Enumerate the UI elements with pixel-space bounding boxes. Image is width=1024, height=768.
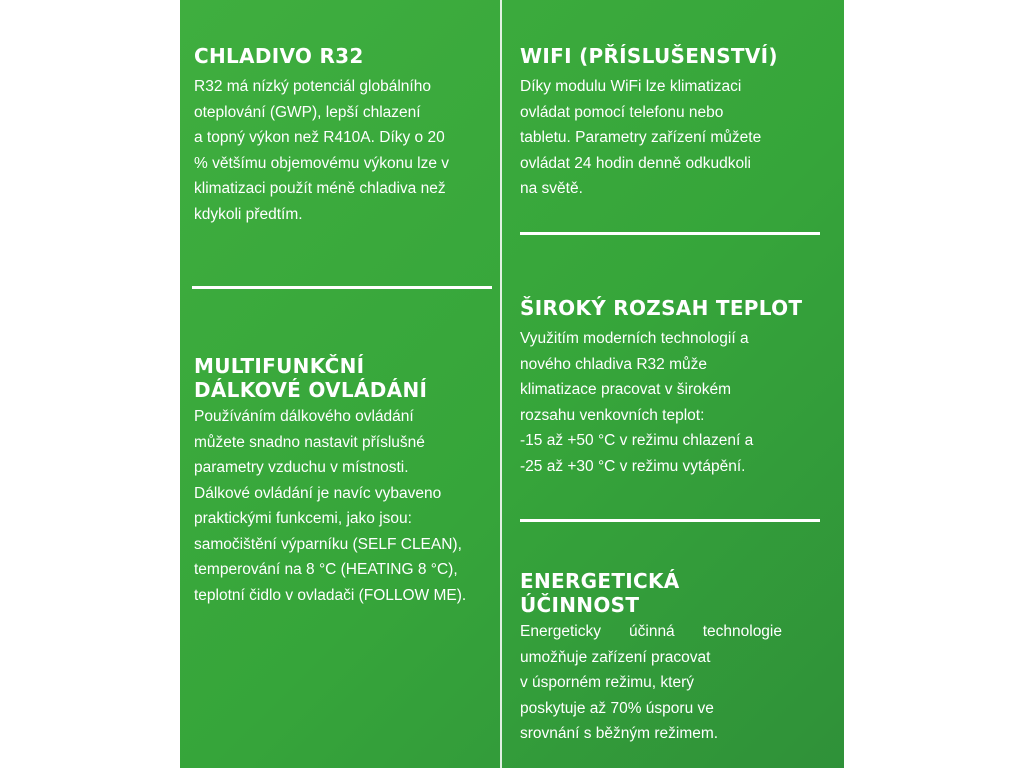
- text-line: umožňuje zařízení pracovat: [520, 648, 711, 666]
- text-line: tabletu. Parametry zařízení můžete: [520, 129, 762, 146]
- text-line: ovládat 24 hodin denně odkudkoli: [520, 154, 751, 172]
- text-line: parametry vzduchu v místnosti.: [194, 459, 409, 476]
- section-title: [194, 354, 466, 402]
- text-line: teplotní čidlo v ovladači (FOLLOW ME).: [194, 586, 467, 604]
- text-line: poskytuje až 70% úsporu ve: [520, 699, 714, 717]
- title-line: ÚČINNOST: [520, 593, 640, 617]
- text-line: klimatizaci použít méně chladiva než: [194, 180, 446, 197]
- text-line: ovládat pomocí telefonu nebo: [520, 103, 724, 121]
- text-line: srovnání s běžným režimem.: [520, 725, 719, 742]
- text-line: a topný výkon než R410A. Díky o 20: [194, 129, 445, 146]
- title-line: MULTIFUNKČNÍ: [194, 354, 365, 378]
- section-remote-control: [194, 354, 466, 608]
- section-text: [194, 74, 449, 227]
- text-line: samočištění výparníku (SELF CLEAN),: [194, 535, 462, 553]
- text-line: praktickými funkcemi, jako jsou:: [194, 510, 412, 527]
- feature-panel: [180, 0, 844, 768]
- text-line: temperování na 8 °C (HEATING 8 °C),: [194, 561, 458, 578]
- text-line: -15 až +50 °C v režimu chlazení a: [520, 432, 754, 449]
- title-line: ENERGETICKÁ: [520, 569, 680, 593]
- text-line: klimatizace pracovat v širokém: [520, 381, 732, 398]
- section-divider: [192, 286, 492, 289]
- section-temperature-range: [520, 296, 802, 479]
- text-line: Energeticky účinná technologie: [520, 623, 782, 640]
- section-wifi: [520, 44, 778, 202]
- text-line: -25 až +30 °C v režimu vytápění.: [520, 457, 746, 475]
- text-line: na světě.: [520, 180, 583, 197]
- text-line: % většímu objemovému výkonu lze v: [194, 154, 449, 172]
- text-line: v úsporném režimu, který: [520, 674, 694, 691]
- section-title: WIFI (PŘÍSLUŠENSTVÍ): [520, 44, 778, 68]
- section-text: [520, 74, 778, 202]
- section-energy-efficiency: [520, 569, 782, 747]
- text-line: oteplování (GWP), lepší chlazení: [194, 103, 421, 121]
- section-title: CHLADIVO R32: [194, 44, 364, 68]
- section-text: [520, 326, 802, 479]
- title-line: DÁLKOVÉ OVLÁDÁNÍ: [194, 378, 428, 402]
- section-title: [520, 569, 782, 617]
- section-refrigerant: [194, 44, 449, 227]
- text-line: můžete snadno nastavit příslušné: [194, 433, 425, 451]
- section-divider: [520, 232, 820, 235]
- text-line: kdykoli předtím.: [194, 205, 303, 223]
- section-text: [194, 404, 466, 608]
- text-line: Využitím moderních technologií a: [520, 330, 749, 347]
- text-line: Používáním dálkového ovládání: [194, 408, 414, 425]
- text-line: Dálkové ovládání je navíc vybaveno: [194, 484, 442, 502]
- section-title: ŠIROKÝ ROZSAH TEPLOT: [520, 296, 803, 320]
- column-divider: [500, 0, 502, 768]
- section-text: [520, 619, 782, 747]
- text-line: rozsahu venkovních teplot:: [520, 406, 705, 424]
- text-line: Díky modulu WiFi lze klimatizaci: [520, 78, 742, 95]
- text-line: nového chladiva R32 může: [520, 355, 707, 373]
- section-divider: [520, 519, 820, 522]
- text-line: R32 má nízký potenciál globálního: [194, 78, 431, 95]
